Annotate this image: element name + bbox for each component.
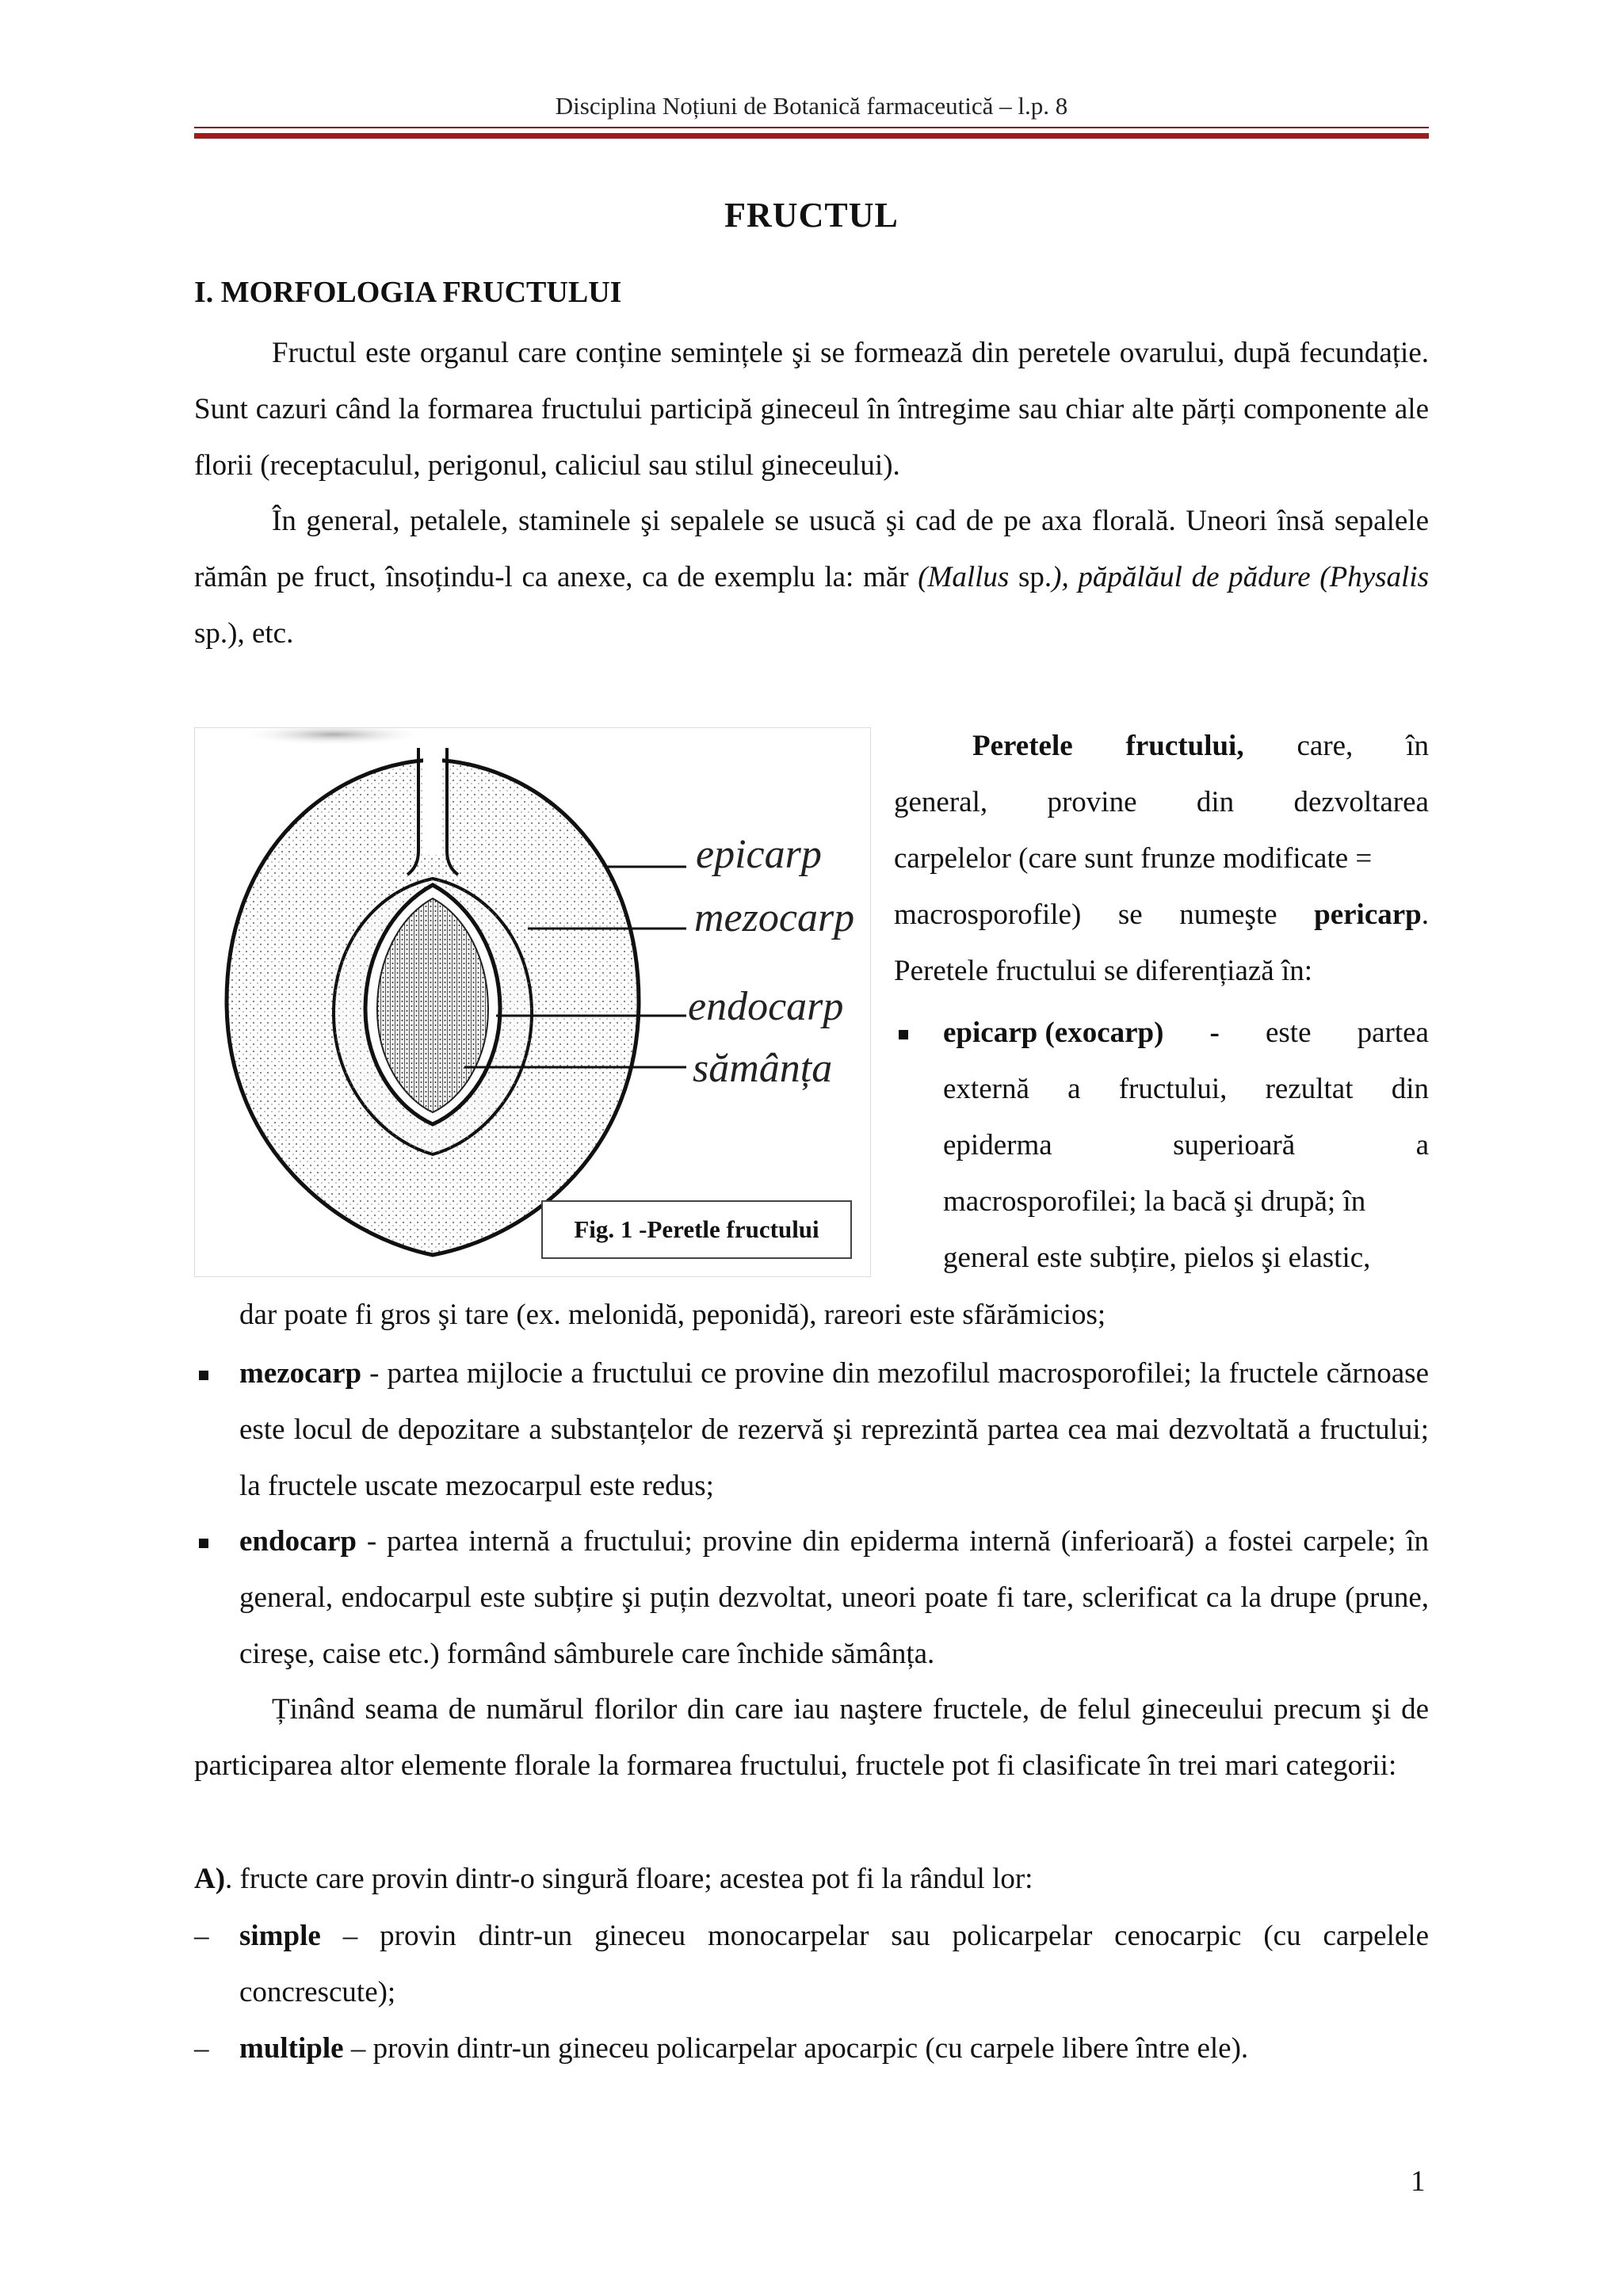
list-item-mezocarp xyxy=(239,1345,1429,1514)
dash-bullet-icon: – xyxy=(194,1920,209,1952)
para2-text-d: sp.), etc. xyxy=(194,617,294,650)
epicarp-word: fructului, xyxy=(1118,1073,1228,1105)
epicarp-line-5: general este subțire, pielos şi elastic, xyxy=(943,1241,1371,1274)
multiple-term: multiple xyxy=(239,2032,344,2065)
paragraph-classification: Ținând seama de numărul florilor din care iau naştere fructele, de felul gineceului precum şi de participarea altor elemente florale la formarea fructului, fructele pot fi clasificate în trei mari categorii: xyxy=(194,1693,1429,1782)
multiple-text: – provin dintr-un gineceu policarpelar apocarpic (cu carpele libere între ele). xyxy=(343,2032,1249,2065)
epicarp-term: epicarp (exocarp) xyxy=(943,1016,1164,1049)
para2-text-c: ), păpălăul de pădure xyxy=(1052,561,1320,593)
para2-text-a: În general, petalele, staminele şi sepalele se usucă şi cad de pe axa florală. Uneori însă sepalele rămân pe fruct, însoțindu-l ca anexe, ca de exemplu la: măr xyxy=(194,505,1429,593)
list-item-endocarp xyxy=(239,1513,1429,1682)
pericarp-term: pericarp xyxy=(1314,898,1422,931)
page-number: 1 xyxy=(1411,2165,1426,2198)
mezocarp-text: - partea mijlocie a fructului ce provine din mezofilul macrosporofilei; la fructele cărnoase este locul de depozitare a substanțelor de rezervă şi reprezintă partea cea mai dezvoltată a fructului; la fructele uscate mezocarpul este redus; xyxy=(239,1357,1429,1502)
label-samanta: sămânța xyxy=(693,1046,833,1091)
para2-text-b: sp. xyxy=(1009,561,1052,593)
header-rule xyxy=(194,133,1429,139)
pericarp-text: . xyxy=(1421,898,1429,931)
epicarp-line-3 xyxy=(943,1117,1429,1173)
pericarp-word: general, xyxy=(894,786,988,818)
epicarp-line-1 xyxy=(943,1005,1429,1061)
epicarp-word: partea xyxy=(1357,1016,1429,1049)
simple-text: – provin dintr-un gineceu monocarpelar sau policarpelar cenocarpic (cu carpelele concrescute); xyxy=(239,1920,1429,2008)
list-item-multiple xyxy=(239,2020,1429,2077)
pericarp-word: care, xyxy=(1296,730,1354,762)
pericarp-word: fructului, xyxy=(1125,730,1244,762)
category-a-text: . fructe care provin dintr-o singură floare; acestea pot fi la rândul lor: xyxy=(225,1863,1033,1895)
simple-term: simple xyxy=(239,1920,321,1952)
epicarp-word: a xyxy=(1067,1073,1081,1105)
pericarp-line-1 xyxy=(894,718,1429,774)
pericarp-word: provine xyxy=(1047,786,1137,818)
endocarp-term: endocarp xyxy=(239,1525,357,1558)
pericarp-line-4 xyxy=(894,887,1429,943)
header-rule-thin xyxy=(194,127,1429,128)
page-header: Disciplina Noțiuni de Botanică farmaceutică – l.p. 8 xyxy=(555,92,1068,120)
pericarp-line-3: carpelelor (care sunt frunze modificate = xyxy=(894,842,1373,875)
page-title: FRUCTUL xyxy=(724,196,899,235)
square-bullet-icon xyxy=(199,1539,208,1548)
epicarp-word: a xyxy=(1415,1129,1429,1161)
category-a-label: A) xyxy=(194,1863,226,1895)
paragraph-sepals xyxy=(194,493,1429,662)
label-endocarp: endocarp xyxy=(688,984,844,1029)
epicarp-word: este xyxy=(1265,1016,1312,1049)
category-a xyxy=(194,1851,1429,1907)
pericarp-line-2 xyxy=(894,774,1429,830)
label-mezocarp: mezocarp xyxy=(694,895,855,940)
epicarp-word: superioară xyxy=(1173,1129,1296,1161)
pericarp-text: macrosporofile) se numeşte xyxy=(894,898,1315,931)
figure-caption: Fig. 1 -Peretle fructului xyxy=(541,1200,852,1259)
mezocarp-term: mezocarp xyxy=(239,1357,362,1390)
epicarp-dash: - xyxy=(1209,1016,1220,1049)
label-epicarp: epicarp xyxy=(696,832,822,877)
dash-bullet-icon: – xyxy=(194,2032,209,2065)
endocarp-text: - partea internă a fructului; provine din epiderma internă (inferioară) a fostei carpele; în general, endocarpul este subțire şi puțin dezvoltat, uneori poate fi tare, sclerificat ca la drupe (prune, cireşe, caise etc.) formând sâmburele care închide sămânța. xyxy=(239,1525,1429,1670)
square-bullet-icon xyxy=(899,1030,908,1039)
square-bullet-icon xyxy=(199,1371,208,1380)
species-physalis: (Physalis xyxy=(1319,561,1429,593)
epicarp-word: epiderma xyxy=(943,1129,1052,1161)
pericarp-word: dezvoltarea xyxy=(1293,786,1429,818)
pericarp-line-5: Peretele fructului se diferențiază în: xyxy=(894,955,1313,987)
paragraph-definition: Fructul este organul care conține semințele şi se formează din peretele ovarului, după fecundație. Sunt cazuri când la formarea fructului participă gineceul în întregime sau chiar alte părți componente ale florii (receptaculul, perigonul, caliciul sau stilul gineceului). xyxy=(194,337,1429,482)
epicarp-continuation: dar poate fi gros şi tare (ex. melonidă, peponidă), rareori este sfărămicios; xyxy=(239,1299,1106,1331)
species-mallus: (Mallus xyxy=(918,561,1010,593)
epicarp-line-2 xyxy=(943,1061,1429,1117)
fruit-wall-figure xyxy=(194,727,871,1277)
section-heading: I. MORFOLOGIA FRUCTULUI xyxy=(194,276,622,309)
epicarp-word: externă xyxy=(943,1073,1029,1105)
epicarp-word: rezultat xyxy=(1265,1073,1354,1105)
pericarp-word: în xyxy=(1406,730,1429,762)
epicarp-line-4: macrosporofilei; la bacă şi drupă; în xyxy=(943,1185,1366,1218)
epicarp-word: din xyxy=(1391,1073,1429,1105)
pericarp-word: din xyxy=(1196,786,1235,818)
epicarp-text xyxy=(943,1005,1429,1286)
list-item-simple xyxy=(239,1908,1429,2020)
pericarp-paragraph xyxy=(894,718,1429,999)
pericarp-word: Peretele xyxy=(972,730,1073,762)
